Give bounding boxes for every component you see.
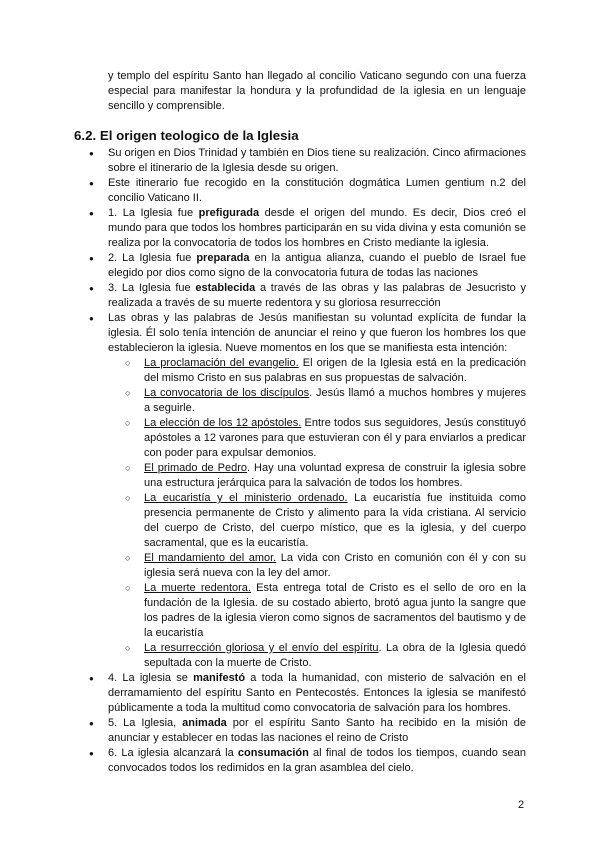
sub-item-text: El origen de la Iglesia está en la predicación del mismo Cristo en sus palabras en sus propuestas de salvación. [144,357,526,384]
sub-list-item [144,641,526,671]
item-bold: establecida [195,282,256,294]
list-item [108,311,526,671]
item-text: desde el origen del mundo. Es decir, Dios creó el mundo para que todos los hombres participarán en su vida divina y esta comunión se realiza por la convocatoria de todos los hombres en Cristo mediante la iglesia. [108,207,526,249]
sub-item-text: La eucaristía fue instituida como presencia permanente de Cristo y alimento para la vida cristiana. Al servicio del cuerpo de Cristo, del cuerpo místico, que es la iglesia, y del cuerpo sacramental, que es la eucaristía. [144,492,526,549]
item-bold: preparada [196,252,250,264]
item-text: por el espíritu Santo Santo ha recibido en la misión de anunciar y establecer en todas las naciones el reino de Cristo [108,717,526,744]
item-text: en la antigua alianza, cuando el pueblo de Israel fue elegido por dios como signo de la convocatoria futura de todas las naciones [108,252,526,279]
list-item [108,746,526,776]
page-number: 2 [518,799,525,811]
sub-list-item [144,581,526,641]
item-text: 2. La Iglesia fue [108,252,197,264]
sub-list-item [144,491,526,551]
item-bold: manifestó [193,672,246,684]
list-item [108,281,526,311]
sub-list-item [144,461,526,491]
bullet-list [108,146,526,776]
item-text: a toda la humanidad, con misterio de salvación en el derramamiento del espíritu Santo en Pentecostés. Entonces la iglesia se manifestó públicamente a toda la multitud como convocatoria de salvación para los hombres. [108,672,526,714]
sub-item-text: . La obra de la Iglesia quedó sepultada con la muerte de Cristo. [144,642,526,669]
sub-item-title: La convocatoria de los discípulos [144,387,310,399]
list-item: ● Su origen en Dios Trinidad y también en Dios tiene su realización. Cinco afirmaciones sobre el itinerario de la Iglesia desde su origen. [108,146,526,176]
sub-item-text: La vida con Cristo en comunión con él y con su iglesia será nueva con la ley del amor. [144,552,526,579]
sub-item-text: . Jesús llamó a muchos hombres y mujeres a seguirle. [144,387,526,414]
sub-list-item [144,386,526,416]
sub-item-text: Esta entrega total de Cristo es el sello de oro en la fundación de la Iglesia. de su costado abierto, brotó agua junto la sangre que los padres de la iglesia vieron como signos de sacramentos del bautismo y de la eucaristía [144,582,526,639]
item-text: a través de las obras y las palabras de Jesucristo y realizada a través de su muerte redentora y su gloriosa resurrección [108,282,526,309]
item-text: 5. La Iglesia, [108,717,183,729]
sub-item-title: La proclamación del evangelio. [144,357,299,369]
sub-item-title: La eucaristía y el ministerio ordenado. [144,492,348,504]
sub-list-item [144,356,526,386]
item-text: 6. La iglesia alcanzará la [108,747,238,759]
item-bold: prefigurada [198,207,260,219]
sub-item-title: El primado de Pedro [144,462,247,474]
list-item [108,251,526,281]
list-item [108,716,526,746]
sub-item-text: Entre todos sus seguidores, Jesús constituyó apóstoles a 12 varones para que estuvieran con él y para enviarlos a predicar con poder para expulsar demonios. [144,417,526,459]
sub-item-title: El mandamiento del amor. [144,552,277,564]
sub-list-item [144,416,526,461]
item-bold: animada [182,717,227,729]
sub-item-title: La elección de los 12 apóstoles. [144,417,302,429]
item-text: 4. La iglesia se [108,672,194,684]
item-text: Las obras y las palabras de Jesús manifiestan su voluntad explícita de fundar la iglesia. Él solo tenía intención de anunciar el reino y que fueron los hombres los que establecieron la iglesia. Nueve momentos en los que se manifiesta esta intención: [108,312,526,354]
sub-list [108,356,526,671]
sub-list-item [144,551,526,581]
sub-item-text: . Hay una voluntad expresa de construir la iglesia sobre una estructura jerárquica para la salvación de todos los hombres. [144,462,527,489]
list-item [108,671,526,716]
sub-item-title: La resurrección gloriosa y el envío del espíritu [144,642,379,654]
sub-item-title: La muerte redentora. [144,582,251,594]
item-bold: consumación [237,747,309,759]
item-text: 1. La Iglesia fue [108,207,199,219]
list-item [108,206,526,251]
intro-paragraph: y templo del espíritu Santo han llegado al concilio Vaticano segundo con una fuerza especial para manifestar la hondura y la profundidad de la iglesia en un lenguaje sencillo y comprensible. [108,70,526,112]
list-item: ● Este itinerario fue recogido en la constitución dogmática Lumen gentium n.2 del concilio Vaticano II. [108,176,526,206]
section-heading: 6.2. El origen teologico de la Iglesia [74,128,299,143]
item-text: 3. La Iglesia fue [108,282,196,294]
item-text: al final de todos los tiempos, cuando sean convocados todos los redimidos en la gran asamblea del cielo. [108,747,526,774]
